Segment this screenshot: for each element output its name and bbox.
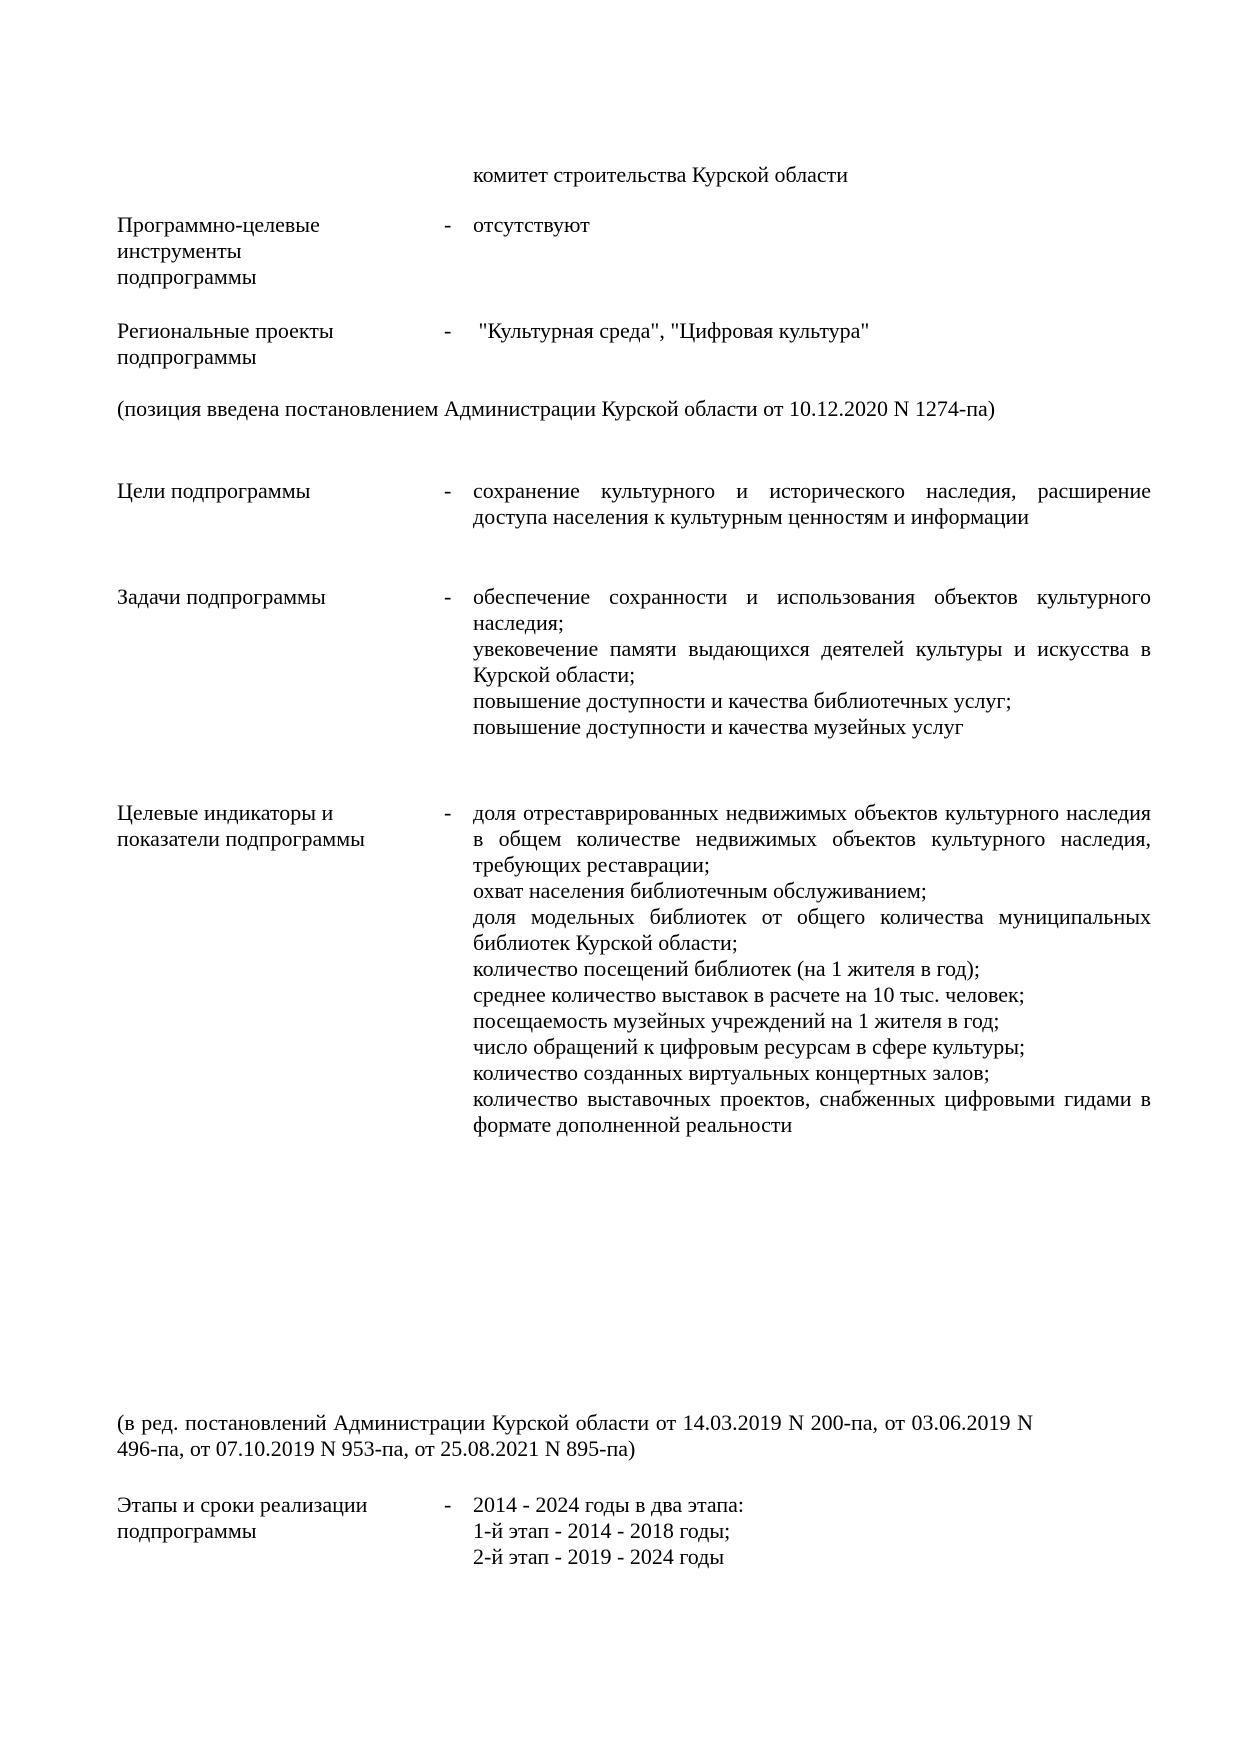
row-value: доля отреставрированных недвижимых объектов культурного наследия в общем количестве недвижимых объектов культурного наследия, требующих реставрации; охват населения библиотечным обслуживанием; доля модельных библиотек от общего количества муниципальных библиотек Курской области; количество посещений библиотек (на 1 жителя в год); среднее количество выставок в расчете на 10 тыс. человек; посещаемость музейных учреждений на 1 жителя в год; число обращений к цифровым ресурсам в сфере культуры; количество созданных виртуальных концертных залов; количество выставочных проектов, снабженных цифровыми гидами в формате дополненной реальности bbox=[473, 800, 1151, 1137]
row-label: Цели подпрограммы bbox=[117, 478, 311, 503]
responsible-executor-continuation: комитет строительства Курской области bbox=[473, 162, 849, 187]
row-value: 2014 - 2024 годы в два этапа: 1-й этап - 2014 - 2018 годы; 2-й этап - 2019 - 2024 годы bbox=[473, 1492, 745, 1569]
row-label: Этапы и сроки реализации подпрограммы bbox=[117, 1492, 368, 1543]
row-value: обеспечение сохранности и использования объектов культурного наследия; увековечение памяти выдающихся деятелей культуры и искусства в Курской области; повышение доступности и качества библиотечных услуг; повышение доступности и качества музейных услуг bbox=[473, 584, 1151, 739]
row-value: сохранение культурного и исторического наследия, расширение доступа населения к культурным ценностям и информации bbox=[473, 478, 1151, 529]
row-label: Задачи подпрограммы bbox=[117, 584, 326, 609]
row-label: Региональные проекты подпрограммы bbox=[117, 318, 334, 369]
row-dash: - bbox=[444, 212, 452, 237]
row-dash: - bbox=[444, 318, 452, 343]
row-label: Целевые индикаторы и показатели подпрограммы bbox=[117, 800, 365, 851]
amendment-note: (позиция введена постановлением Администрации Курской области от 10.12.2020 N 1274-па) bbox=[117, 396, 996, 421]
row-dash: - bbox=[444, 478, 452, 503]
row-label: Программно-целевые инструменты подпрограммы bbox=[117, 212, 320, 289]
row-dash: - bbox=[444, 1492, 452, 1517]
amendment-note: (в ред. постановлений Администрации Курской области от 14.03.2019 N 200-па, от 03.06.2019 N 496-па, от 07.10.2019 N 953-па, от 25.08.2021 N 895-па) bbox=[117, 1410, 1033, 1461]
row-dash: - bbox=[444, 800, 452, 825]
row-value: отсутствуют bbox=[473, 212, 590, 237]
row-dash: - bbox=[444, 584, 452, 609]
row-value: "Культурная среда", "Цифровая культура" bbox=[473, 318, 870, 343]
